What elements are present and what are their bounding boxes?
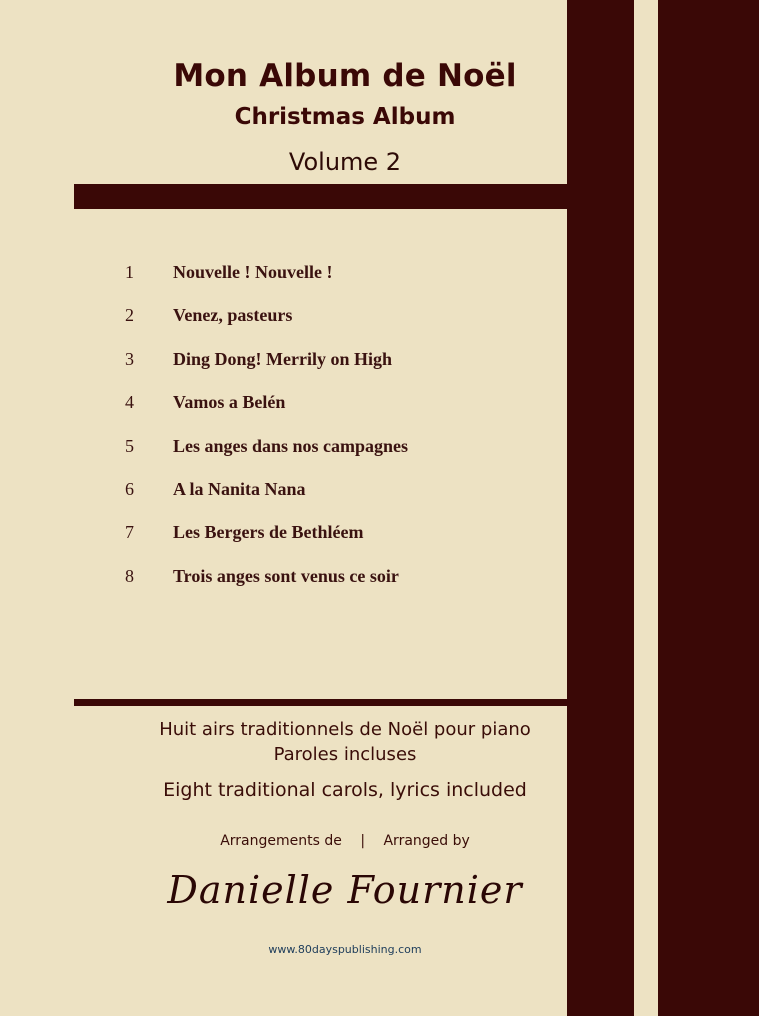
arranged-by-line [60, 833, 630, 849]
top-divider-band [74, 184, 567, 209]
album-subtitle: Christmas Album [234, 104, 456, 130]
description-french-line2: Paroles incluses [273, 744, 417, 765]
track-number: 7 [125, 522, 134, 543]
bottom-divider-line [74, 699, 567, 706]
description-english: Eight traditional carols, lyrics included [163, 779, 527, 801]
author-signature: Danielle Fournier [167, 868, 523, 912]
track-title: Vamos a Belén [173, 392, 286, 413]
vertical-stripe-right [658, 0, 759, 1016]
track-title: Venez, pasteurs [173, 305, 293, 326]
description-french-line1: Huit airs traditionnels de Noël pour piano [159, 719, 531, 740]
track-title: Trois anges sont venus ce soir [173, 565, 399, 586]
track-item [120, 262, 560, 305]
arranged-separator: | [360, 833, 366, 849]
track-item [120, 392, 560, 435]
arranged-english-label: Arranged by [383, 833, 470, 849]
publisher-website: www.80dayspublishing.com [268, 943, 422, 956]
track-title: Nouvelle ! Nouvelle ! [173, 262, 333, 282]
track-number: 4 [125, 392, 134, 413]
track-item [120, 522, 560, 565]
album-title: Mon Album de Noël [173, 58, 517, 94]
arranged-french-label: Arrangements de [220, 833, 342, 849]
track-number: 1 [125, 262, 134, 282]
volume-label: Volume 2 [288, 148, 402, 176]
track-number: 2 [125, 305, 134, 326]
track-item [120, 566, 560, 609]
track-item [120, 436, 560, 479]
track-title: Les Bergers de Bethléem [173, 522, 364, 543]
track-number: 8 [125, 565, 134, 586]
track-number: 6 [125, 478, 134, 499]
track-title: Les anges dans nos campagnes [173, 435, 409, 456]
track-list [120, 262, 560, 609]
track-title: Ding Dong! Merrily on High [173, 348, 392, 369]
track-title: A la Nanita Nana [173, 478, 306, 499]
track-number: 5 [125, 435, 134, 456]
track-item [120, 349, 560, 392]
track-item [120, 305, 560, 348]
track-number: 3 [125, 348, 134, 369]
track-item [120, 479, 560, 522]
